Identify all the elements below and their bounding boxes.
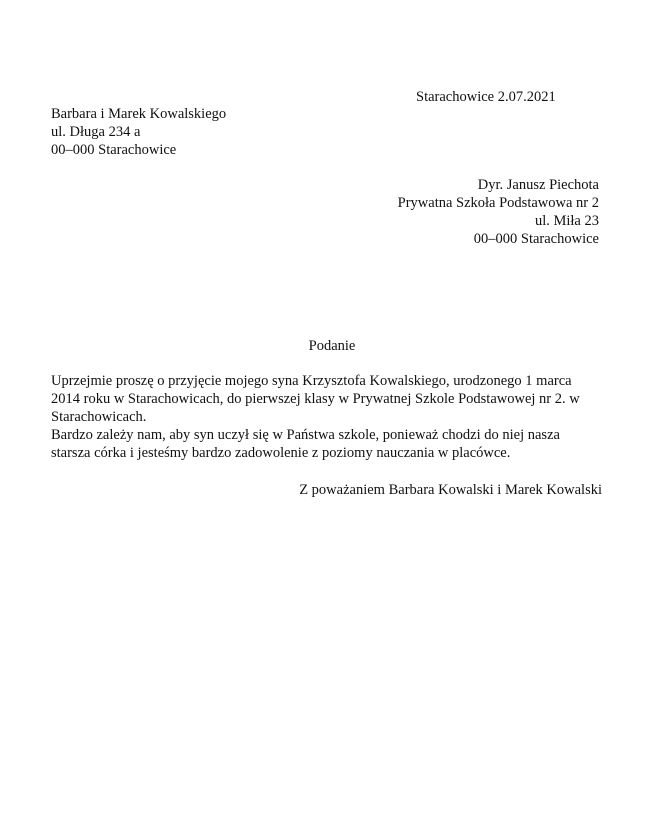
body-line: Starachowicach. [51, 409, 147, 425]
sender-city: 00–000 Starachowice [51, 142, 177, 158]
recipient-address [398, 176, 599, 248]
recipient-street: ul. Miła 23 [534, 213, 599, 229]
sender-name: Barbara i Marek Kowalskiego [51, 106, 227, 122]
sender-street: ul. Długa 234 a [51, 124, 141, 140]
body-line: starsza córka i jesteśmy bardzo zadowolenie z poziomy nauczania w placówce. [51, 445, 511, 461]
body-line: Bardzo zależy nam, aby syn uczył się w Państwa szkole, ponieważ chodzi do niej nasza [51, 427, 560, 443]
body-line: Uprzejmie proszę o przyjęcie mojego syna Krzysztofa Kowalskiego, urodzonego 1 marca [51, 373, 572, 389]
document-body [51, 372, 621, 462]
document-title: Podanie [308, 338, 356, 354]
sender-address [51, 105, 226, 159]
document-closing: Z poważaniem Barbara Kowalski i Marek Kowalski [299, 482, 602, 498]
document-date: Starachowice 2.07.2021 [416, 89, 556, 105]
recipient-city: 00–000 Starachowice [473, 231, 599, 247]
body-line: 2014 roku w Starachowicach, do pierwszej klasy w Prywatnej Szkole Podstawowej nr 2. w [51, 391, 580, 407]
recipient-institution: Prywatna Szkoła Podstawowa nr 2 [397, 195, 599, 211]
recipient-name: Dyr. Janusz Piechota [477, 177, 599, 193]
